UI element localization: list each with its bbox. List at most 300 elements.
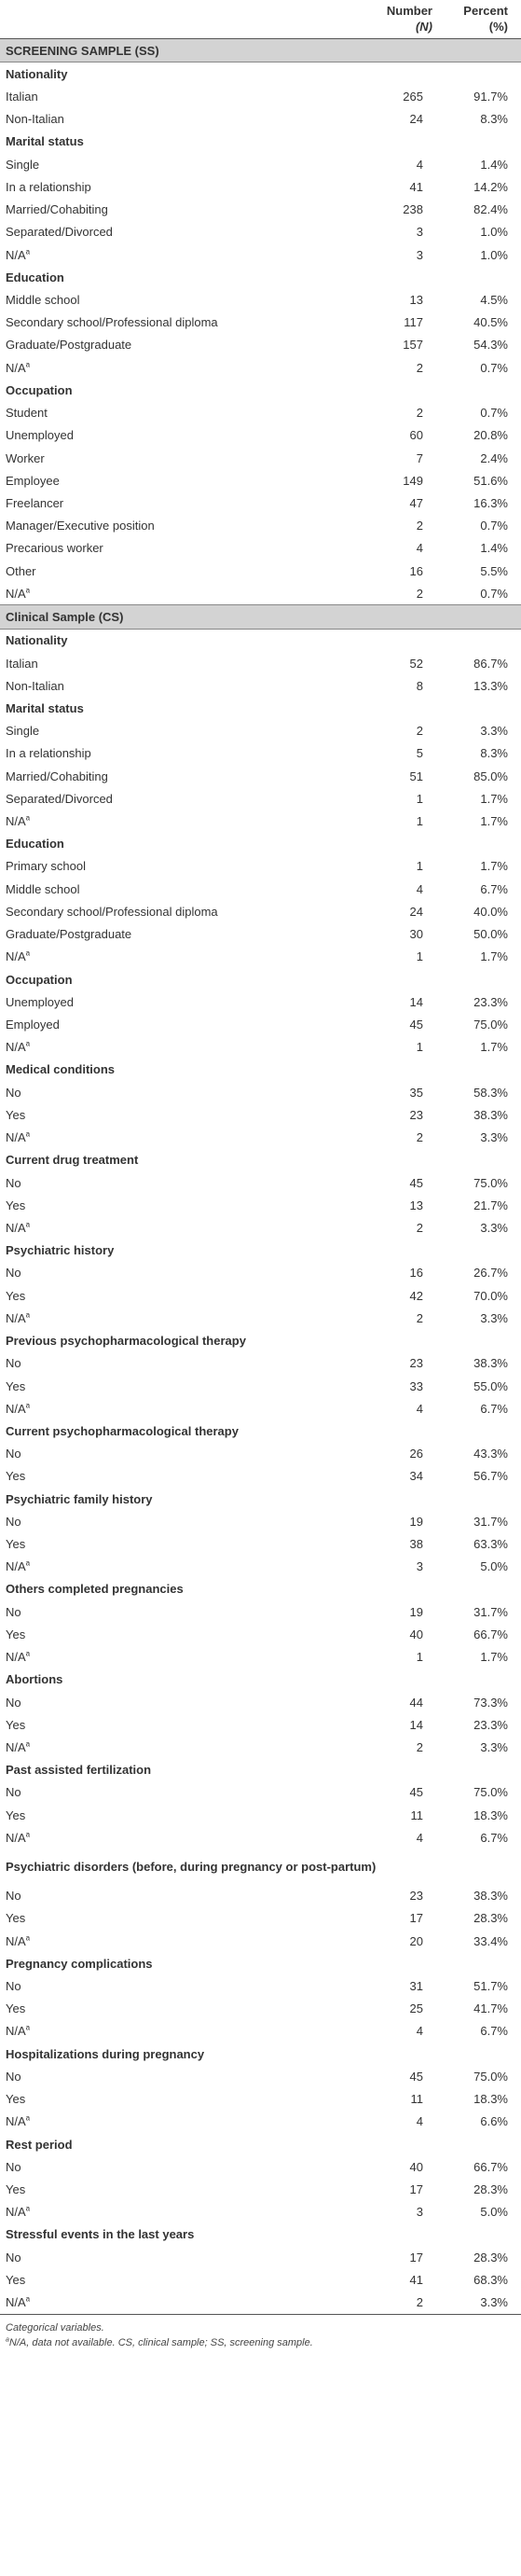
- group-title: Psychiatric history: [6, 1243, 115, 1258]
- row-label-text: Yes: [6, 2001, 26, 2016]
- row-number: 1: [416, 791, 423, 806]
- row-label: [0, 878, 355, 900]
- row-label: [0, 1081, 355, 1103]
- row-percent: 0.7%: [480, 519, 508, 533]
- table-row: [0, 900, 521, 922]
- table-row: [0, 1375, 521, 1397]
- na-superscript: a: [25, 2294, 31, 2304]
- row-number: 45: [409, 1018, 423, 1032]
- row-label: [0, 560, 355, 582]
- row-number: 4: [416, 2114, 423, 2129]
- row-label: [0, 1352, 355, 1375]
- row-label: [0, 1465, 355, 1488]
- row-percent: 38.3%: [473, 1356, 508, 1371]
- row-number: 14: [409, 1717, 423, 1732]
- row-number: 25: [409, 2001, 423, 2016]
- group-title: Education: [6, 270, 64, 284]
- row-number: 52: [409, 656, 423, 671]
- row-label: [0, 946, 355, 968]
- row-number: 157: [403, 338, 423, 353]
- row-label: [0, 1307, 355, 1329]
- demographics-table: [0, 3, 521, 2315]
- row-percent: 85.0%: [473, 769, 508, 783]
- row-percent: 68.3%: [473, 2272, 508, 2287]
- table-row: [0, 447, 521, 469]
- table-row: [0, 1600, 521, 1623]
- footnote-2-text: N/A, data not available. CS, clinical sample; SS, screening sample.: [8, 2336, 313, 2348]
- table-row: [0, 2291, 521, 2314]
- group-title: Medical conditions: [6, 1062, 116, 1077]
- row-percent: 0.7%: [480, 406, 508, 421]
- table-header: [0, 3, 521, 39]
- row-label-text: Yes: [6, 2272, 26, 2287]
- row-label-text: No: [6, 2069, 21, 2084]
- row-percent: 4.5%: [480, 293, 508, 308]
- row-number: 4: [416, 1830, 423, 1845]
- row-label-text: N/A: [6, 1933, 26, 1948]
- group-title: Marital status: [6, 700, 84, 715]
- row-label-text: Yes: [6, 1378, 26, 1393]
- row-number: 2: [416, 586, 423, 601]
- row-label-text: No: [6, 1447, 21, 1461]
- row-percent: 18.3%: [473, 1807, 508, 1822]
- row-percent: 33.4%: [473, 1933, 508, 1948]
- row-label: [0, 742, 355, 765]
- row-label: [0, 2291, 355, 2314]
- row-number: 3: [416, 1559, 423, 1574]
- row-label: [0, 1171, 355, 1194]
- group-title: Education: [6, 837, 64, 852]
- row-label-text: Separated/Divorced: [6, 791, 113, 806]
- row-label: [0, 221, 355, 243]
- row-label: [0, 424, 355, 447]
- row-percent: 5.0%: [480, 2205, 508, 2220]
- table-row: [0, 1974, 521, 1997]
- row-percent: 38.3%: [473, 1889, 508, 1904]
- group-header-row: [0, 697, 521, 719]
- row-label-text: Single: [6, 724, 40, 739]
- row-label-text: Italian: [6, 90, 38, 104]
- row-label-text: Middle school: [6, 881, 80, 896]
- group-header-row: [0, 266, 521, 288]
- row-label: [0, 175, 355, 198]
- row-label: [0, 1510, 355, 1532]
- row-percent: 31.7%: [473, 1514, 508, 1529]
- row-label-text: Yes: [6, 2092, 26, 2107]
- row-number: 17: [409, 2250, 423, 2264]
- row-label: [0, 2268, 355, 2291]
- row-percent: 41.7%: [473, 2001, 508, 2016]
- group-title: Psychiatric family history: [6, 1491, 153, 1506]
- table-row: [0, 1781, 521, 1804]
- row-label: [0, 447, 355, 469]
- row-number: 31: [409, 1978, 423, 1993]
- row-label: [0, 85, 355, 107]
- table-row: [0, 1081, 521, 1103]
- row-number: 51: [409, 769, 423, 783]
- row-label: [0, 1194, 355, 1216]
- row-label-text: No: [6, 1266, 21, 1281]
- row-label: [0, 855, 355, 878]
- table-footnotes: [0, 2315, 521, 2350]
- group-header-row: [0, 1952, 521, 1974]
- table-row: [0, 199, 521, 221]
- row-percent: 23.3%: [473, 1717, 508, 1732]
- row-number: 44: [409, 1695, 423, 1710]
- na-superscript: a: [25, 1830, 31, 1839]
- section-title: Clinical Sample (CS): [0, 605, 521, 629]
- row-label-text: Precarious worker: [6, 541, 103, 556]
- table-row: [0, 1307, 521, 1329]
- row-percent: 0.7%: [480, 360, 508, 375]
- table-row: [0, 878, 521, 900]
- row-label: [0, 652, 355, 674]
- row-label-text: Primary school: [6, 859, 86, 874]
- row-label: [0, 990, 355, 1013]
- row-label-text: No: [6, 1356, 21, 1371]
- row-number: 4: [416, 157, 423, 172]
- row-label-text: Yes: [6, 1627, 26, 1641]
- row-number: 3: [416, 247, 423, 262]
- table-row: [0, 312, 521, 334]
- row-number: 2: [416, 406, 423, 421]
- row-label-text: No: [6, 1978, 21, 1993]
- group-title: Occupation: [6, 972, 73, 987]
- na-superscript: a: [25, 2204, 31, 2213]
- na-superscript: a: [25, 2113, 31, 2123]
- row-label-text: N/A: [6, 1830, 26, 1845]
- row-number: 2: [416, 360, 423, 375]
- table-row: [0, 1885, 521, 1907]
- row-number: 11: [410, 2092, 423, 2107]
- row-number: 2: [416, 1220, 423, 1235]
- group-header-row: [0, 1669, 521, 1691]
- row-number: 45: [409, 1175, 423, 1190]
- row-number: 1: [416, 859, 423, 874]
- na-superscript: a: [25, 1129, 31, 1139]
- row-percent: 3.3%: [480, 1310, 508, 1325]
- row-label-text: N/A: [6, 1559, 26, 1574]
- row-number: 47: [409, 495, 423, 510]
- row-percent: 1.7%: [480, 814, 508, 829]
- group-title: Psychiatric disorders (before, during pregnancy or post-partum): [6, 1859, 377, 1874]
- row-label: [0, 1397, 355, 1420]
- row-percent: 28.3%: [473, 2250, 508, 2264]
- row-percent: 23.3%: [473, 994, 508, 1009]
- group-header-row: [0, 1849, 521, 1885]
- na-superscript: a: [25, 586, 31, 595]
- row-label-text: Middle school: [6, 293, 80, 308]
- row-number: 7: [416, 450, 423, 465]
- row-label: [0, 312, 355, 334]
- row-label-text: No: [6, 2250, 21, 2264]
- row-label: [0, 923, 355, 946]
- row-percent: 13.3%: [473, 678, 508, 693]
- table-row: [0, 1194, 521, 1216]
- row-label-text: Secondary school/Professional diploma: [6, 315, 218, 330]
- group-header-row: [0, 1420, 521, 1442]
- table-row: [0, 2065, 521, 2087]
- row-number: 2: [416, 519, 423, 533]
- table-row: [0, 1013, 521, 1035]
- row-percent: 40.5%: [473, 315, 508, 330]
- row-label-text: N/A: [6, 814, 26, 829]
- header-percent-text: Percent: [463, 4, 508, 18]
- table-row: [0, 2155, 521, 2178]
- table-row: [0, 469, 521, 492]
- row-number: 4: [416, 1401, 423, 1416]
- row-label: [0, 2065, 355, 2087]
- row-percent: 1.0%: [480, 247, 508, 262]
- row-number: 45: [409, 1785, 423, 1800]
- row-number: 19: [409, 1514, 423, 1529]
- row-label: [0, 1036, 355, 1059]
- row-label: [0, 2178, 355, 2200]
- row-label: [0, 900, 355, 922]
- table-row: [0, 537, 521, 560]
- row-percent: 66.7%: [473, 1627, 508, 1641]
- row-percent: 3.3%: [480, 1130, 508, 1145]
- table-row: [0, 787, 521, 810]
- row-percent: 6.6%: [480, 2114, 508, 2129]
- row-percent: 1.0%: [480, 225, 508, 240]
- table-row: [0, 153, 521, 175]
- row-label: [0, 1103, 355, 1126]
- table-row: [0, 652, 521, 674]
- row-number: 265: [403, 90, 423, 104]
- table-row: [0, 2020, 521, 2043]
- row-label-text: Yes: [6, 1717, 26, 1732]
- row-label-text: N/A: [6, 586, 26, 601]
- row-label: [0, 1974, 355, 1997]
- row-label-text: Yes: [6, 1198, 26, 1212]
- table-row: [0, 1826, 521, 1849]
- table-row: [0, 855, 521, 878]
- table-row: [0, 923, 521, 946]
- row-label: [0, 1262, 355, 1284]
- group-header-row: [0, 1059, 521, 1081]
- group-header-row: [0, 1329, 521, 1351]
- table-row: [0, 720, 521, 742]
- row-number: 13: [409, 1198, 423, 1212]
- row-number: 14: [409, 994, 423, 1009]
- row-number: 1: [416, 1650, 423, 1665]
- table-row: [0, 1262, 521, 1284]
- row-percent: 6.7%: [480, 2024, 508, 2039]
- row-number: 20: [409, 1933, 423, 1948]
- row-label: [0, 1443, 355, 1465]
- row-number: 17: [409, 2181, 423, 2196]
- row-percent: 56.7%: [473, 1469, 508, 1484]
- row-percent: 18.3%: [473, 2092, 508, 2107]
- footnote-2: [6, 2335, 521, 2350]
- table-row: [0, 765, 521, 787]
- table-row: [0, 1036, 521, 1059]
- row-number: 2: [416, 1310, 423, 1325]
- header-percent: [442, 3, 521, 39]
- row-label-text: In a relationship: [6, 746, 91, 761]
- table-row: [0, 1623, 521, 1645]
- row-label-text: Non-Italian: [6, 112, 64, 127]
- row-label-text: Separated/Divorced: [6, 225, 113, 240]
- row-label-text: N/A: [6, 2295, 26, 2310]
- table-row: [0, 1713, 521, 1736]
- row-percent: 26.7%: [473, 1266, 508, 1281]
- row-percent: 1.7%: [480, 949, 508, 964]
- row-label-text: Single: [6, 157, 40, 172]
- group-title: Occupation: [6, 382, 73, 397]
- row-number: 4: [416, 2024, 423, 2039]
- row-number: 26: [409, 1447, 423, 1461]
- row-label: [0, 199, 355, 221]
- group-header-row: [0, 2223, 521, 2246]
- table-row: [0, 334, 521, 356]
- row-label: [0, 288, 355, 311]
- row-label-text: N/A: [6, 1401, 26, 1416]
- row-label-text: N/A: [6, 2114, 26, 2129]
- row-number: 30: [409, 927, 423, 942]
- row-percent: 73.3%: [473, 1695, 508, 1710]
- table-row: [0, 243, 521, 266]
- row-label-text: Freelancer: [6, 495, 64, 510]
- row-number: 16: [409, 1266, 423, 1281]
- table-row: [0, 175, 521, 198]
- row-number: 13: [409, 293, 423, 308]
- table-row: [0, 990, 521, 1013]
- row-label: [0, 1532, 355, 1555]
- row-number: 35: [409, 1085, 423, 1100]
- table-row: [0, 1510, 521, 1532]
- row-label: [0, 243, 355, 266]
- na-superscript: a: [25, 2024, 31, 2033]
- row-number: 11: [410, 1807, 423, 1822]
- row-percent: 1.7%: [480, 1650, 508, 1665]
- row-percent: 28.3%: [473, 2181, 508, 2196]
- group-title: Current psychopharmacological therapy: [6, 1423, 239, 1438]
- row-number: 42: [409, 1288, 423, 1303]
- row-label-text: Yes: [6, 1807, 26, 1822]
- row-percent: 6.7%: [480, 881, 508, 896]
- row-label: [0, 582, 355, 605]
- row-number: 40: [409, 2159, 423, 2174]
- row-label: [0, 1284, 355, 1307]
- row-percent: 1.7%: [480, 859, 508, 874]
- row-percent: 2.4%: [480, 450, 508, 465]
- row-label-text: N/A: [6, 1650, 26, 1665]
- table-row: [0, 2178, 521, 2200]
- row-label-text: In a relationship: [6, 179, 91, 194]
- section-row: [0, 605, 521, 629]
- na-superscript: a: [25, 1039, 31, 1048]
- row-label-text: No: [6, 1695, 21, 1710]
- table-row: [0, 1736, 521, 1758]
- na-superscript: a: [25, 1310, 31, 1320]
- row-label: [0, 1998, 355, 2020]
- row-label: [0, 1556, 355, 1578]
- row-label: [0, 2246, 355, 2268]
- header-label-col: [0, 3, 355, 39]
- na-superscript: a: [25, 1739, 31, 1749]
- row-percent: 82.4%: [473, 202, 508, 217]
- header-number: [355, 3, 442, 39]
- row-number: 38: [409, 1537, 423, 1552]
- table-row: [0, 1804, 521, 1826]
- row-label: [0, 1375, 355, 1397]
- row-number: 3: [416, 225, 423, 240]
- row-label-text: Yes: [6, 2181, 26, 2196]
- row-percent: 1.7%: [480, 791, 508, 806]
- row-percent: 55.0%: [473, 1378, 508, 1393]
- row-label: [0, 674, 355, 697]
- row-label: [0, 402, 355, 424]
- row-label: [0, 492, 355, 514]
- row-label-text: Yes: [6, 1537, 26, 1552]
- row-number: 34: [409, 1469, 423, 1484]
- row-percent: 50.0%: [473, 927, 508, 942]
- row-percent: 51.7%: [473, 1978, 508, 1993]
- row-label: [0, 2087, 355, 2110]
- row-label-text: Yes: [6, 1911, 26, 1926]
- row-label: [0, 1885, 355, 1907]
- row-number: 4: [416, 881, 423, 896]
- table-row: [0, 1465, 521, 1488]
- row-label: [0, 1804, 355, 1826]
- row-number: 40: [409, 1627, 423, 1641]
- footnote-2-marker: a: [6, 2336, 9, 2343]
- row-label-text: Non-Italian: [6, 678, 64, 693]
- row-percent: 16.3%: [473, 495, 508, 510]
- row-percent: 3.3%: [480, 1740, 508, 1755]
- row-percent: 1.4%: [480, 157, 508, 172]
- row-label-text: No: [6, 1604, 21, 1619]
- na-superscript: a: [25, 360, 31, 369]
- header-percent-sub: (%): [488, 20, 508, 34]
- row-label-text: N/A: [6, 2205, 26, 2220]
- row-number: 24: [409, 112, 423, 127]
- na-superscript: a: [25, 1401, 31, 1410]
- row-number: 117: [404, 315, 423, 330]
- group-header-row: [0, 1240, 521, 1262]
- table-row: [0, 1907, 521, 1930]
- table-row: [0, 402, 521, 424]
- row-number: 16: [409, 563, 423, 578]
- row-percent: 6.7%: [480, 1401, 508, 1416]
- row-percent: 8.3%: [480, 112, 508, 127]
- table-row: [0, 2268, 521, 2291]
- table-row: [0, 582, 521, 605]
- row-label-text: Unemployed: [6, 994, 74, 1009]
- row-label-text: N/A: [6, 1220, 26, 1235]
- group-header-row: [0, 131, 521, 153]
- group-header-row: [0, 2043, 521, 2065]
- row-number: 23: [409, 1889, 423, 1904]
- row-number: 33: [409, 1378, 423, 1393]
- row-label-text: Manager/Executive position: [6, 519, 155, 533]
- table-row: [0, 1532, 521, 1555]
- row-percent: 75.0%: [473, 1785, 508, 1800]
- table-row: [0, 1284, 521, 1307]
- row-label: [0, 1013, 355, 1035]
- row-number: 41: [409, 179, 423, 194]
- row-label-text: Graduate/Postgraduate: [6, 338, 132, 353]
- table-row: [0, 1646, 521, 1669]
- row-percent: 21.7%: [473, 1198, 508, 1212]
- row-label-text: Student: [6, 406, 48, 421]
- row-label: [0, 1646, 355, 1669]
- group-header-row: [0, 1759, 521, 1781]
- group-header-row: [0, 968, 521, 990]
- row-number: 238: [403, 202, 423, 217]
